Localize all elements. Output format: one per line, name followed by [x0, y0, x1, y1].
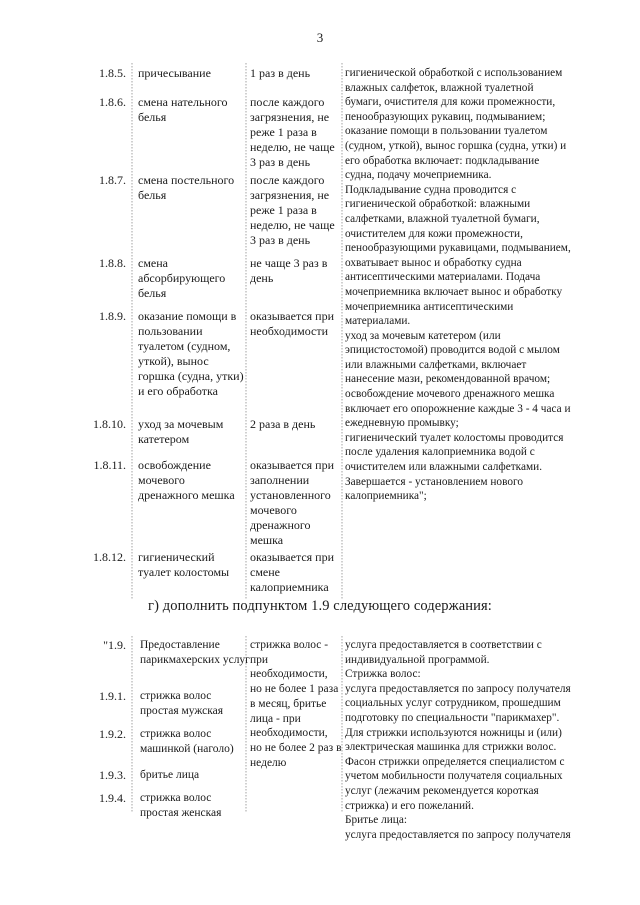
item-number: 1.8.10. — [93, 417, 126, 431]
service-name: гигиенический туалет колостомы — [138, 550, 230, 579]
desc-line: пенообразующих рукавиц, подмыванием; — [345, 110, 546, 123]
desc-line: электрическая машинка для стрижки волос. — [345, 741, 557, 754]
desc-line: услуг (лежачим рекомендуется короткая — [345, 784, 539, 797]
item-number: 1.8.5. — [99, 66, 126, 80]
item-number: 1.8.9. — [99, 309, 126, 323]
service-name: стрижка волос простая женская — [140, 792, 222, 819]
desc-line: бумаги, очистителя для кожи промежности, — [345, 96, 556, 109]
desc-line: антисептическими материалами. Подача — [345, 271, 541, 284]
desc-line: его обработка включает: подкладывание — [345, 154, 540, 167]
item-number: 1.8.12. — [93, 550, 126, 564]
desc-line: услуга предоставляется по запросу получателя — [345, 682, 571, 695]
desc-line: услуга предоставляется в соответствии с — [345, 639, 542, 651]
item-number: 1.9.4. — [99, 791, 126, 805]
desc-line: нанесение мази, рекомендованной врачом; — [345, 373, 551, 386]
table-1-8-description — [345, 66, 623, 504]
service-name: смена постельного белья — [138, 173, 235, 202]
service-frequency: после каждого загрязнения, не реже 1 раза в неделю, не чаще 3 раз в день — [250, 95, 335, 169]
desc-line: стрижка) и его пожеланий. — [345, 799, 474, 812]
item-number: 1.8.6. — [99, 95, 126, 109]
service-frequency: оказывается при смене калоприемника — [250, 550, 335, 594]
page-number: 3 — [316, 30, 324, 45]
desc-line: охватывает вынос и обработку судна — [345, 256, 522, 269]
desc-line: мочеприемника антисептическими — [345, 300, 514, 313]
service-name: стрижка волос простая мужская — [140, 690, 224, 717]
service-name: смена абсорбирующего белья — [138, 256, 226, 300]
desc-line: или влажными салфетками, включает — [345, 358, 527, 371]
desc-line: оказание помощи в пользовании туалетом — [345, 125, 548, 138]
item-number: 1.9.2. — [99, 727, 126, 741]
desc-line: гигиенический туалет колостомы проводится — [345, 431, 564, 444]
service-name: оказание помощи в пользовании туалетом (судном, уткой), вынос горшка (судна, утки) и его обработка — [138, 309, 244, 398]
desc-line: гигиенической обработкой с использованием — [345, 67, 563, 79]
service-frequency: оказывается при необходимости — [250, 309, 335, 338]
desc-line: очистителем или влажными салфетками. — [345, 461, 543, 474]
table-1-9-description — [345, 638, 623, 842]
desc-line: услуга предоставляется по запросу получателя — [345, 828, 571, 841]
item-number: 1.9.1. — [99, 689, 126, 703]
service-name: Предоставление парикмахерских услуг — [140, 639, 250, 666]
desc-line: включает его опорожнение каждые 3 - 4 часа и — [345, 402, 571, 415]
service-frequency: 2 раза в день — [250, 417, 316, 431]
desc-line: калоприемника"; — [345, 490, 427, 503]
desc-line: освобождение мочевого дренажного мешка — [345, 388, 555, 401]
desc-line: уход за мочевым катетером (или — [345, 329, 501, 342]
desc-line: материалами. — [345, 315, 411, 328]
desc-line: индивидуальной программой. — [345, 653, 490, 666]
desc-line: ежедневную промывку; — [345, 417, 459, 430]
item-number: 1.8.8. — [99, 256, 126, 270]
desc-line: учетом мобильности получателя социальных — [345, 770, 563, 783]
item-number: 1.9.3. — [99, 768, 126, 782]
desc-line: очистителем для кожи промежности, — [345, 227, 523, 240]
desc-line: Стрижка волос: — [345, 668, 421, 681]
service-name: стрижка волос машинкой (наголо) — [140, 728, 234, 755]
service-name: смена нательного белья — [138, 95, 228, 124]
item-number: "1.9. — [103, 638, 126, 652]
service-name: причесывание — [138, 66, 211, 80]
desc-line: Завершается - установлением нового — [345, 475, 523, 488]
item-number: 1.8.7. — [99, 173, 126, 187]
service-frequency: не чаще 3 раз в день — [250, 256, 328, 285]
desc-line: Бритье лица: — [345, 814, 407, 827]
desc-line: Для стрижки используются ножницы и (или) — [345, 726, 562, 739]
service-frequency: после каждого загрязнения, не реже 1 раза в неделю, не чаще 3 раз в день — [250, 173, 335, 247]
desc-line: эпицистостомой) проводится водой с мылом — [345, 344, 560, 357]
service-name: бритье лица — [140, 769, 200, 781]
section-heading: г) дополнить подпунктом 1.9 следующего содержания: — [148, 598, 492, 614]
service-frequency: 1 раз в день — [250, 66, 311, 80]
desc-line: гигиенической обработкой: влажными — [345, 198, 531, 211]
desc-line: салфетками, влажной туалетной бумаги, — [345, 212, 540, 225]
table-1-9-frequency: стрижка волос - при необходимости, но не более 1 раза в месяц, бритье лица - при необходимости, но не более 2 раз в неделю — [250, 639, 342, 769]
desc-line: (судном, уткой), вынос горшка (судна, утки) и — [345, 139, 567, 152]
service-name: уход за мочевым катетером — [138, 417, 224, 446]
service-frequency: оказывается при заполнении установленного мочевого дренажного мешка — [250, 458, 335, 547]
desc-line: Фасон стрижки определяется специалистом с — [345, 755, 565, 768]
desc-line: пенообразующими рукавицами, подмыванием, — [345, 242, 571, 255]
desc-line: судна, подачу мочеприемника. — [345, 169, 492, 182]
desc-line: мочеприемника включает вынос и обработку — [345, 285, 563, 298]
desc-line: Подкладывание судна проводится с — [345, 183, 517, 196]
desc-line: социальных услуг сотрудником, прошедшим — [345, 697, 561, 710]
desc-line: подготовку по специальности "парикмахер". — [345, 711, 560, 724]
item-number: 1.8.11. — [93, 458, 126, 472]
desc-line: влажных салфеток, влажной туалетной — [345, 81, 534, 94]
service-name: освобождение мочевого дренажного мешка — [138, 458, 235, 502]
desc-line: после удаления калоприемника водой с — [345, 446, 535, 459]
